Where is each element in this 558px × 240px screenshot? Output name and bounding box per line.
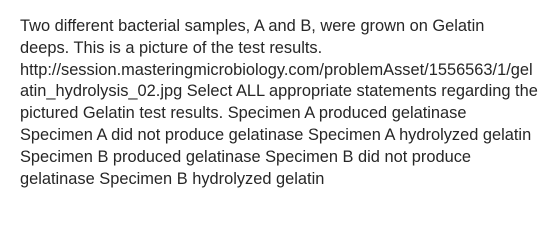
question-text: Two different bacterial samples, A and B, were grown on Gelatin deeps. This is a picture of the test results. http://session.masteringmicrobiology.com/problemAsset/1556563/1/gelatin_hydrolysis_02.jpg Select ALL appropriate statements regarding the pictured Gelatin test results. Specimen A produced gelatinase Specimen A did not produce gelatinase Specimen A hydrolyzed gelatin Specimen B produced gelatinase Specimen B did not produce gelatinase Specimen B hydrolyzed gelatin: [20, 17, 538, 188]
